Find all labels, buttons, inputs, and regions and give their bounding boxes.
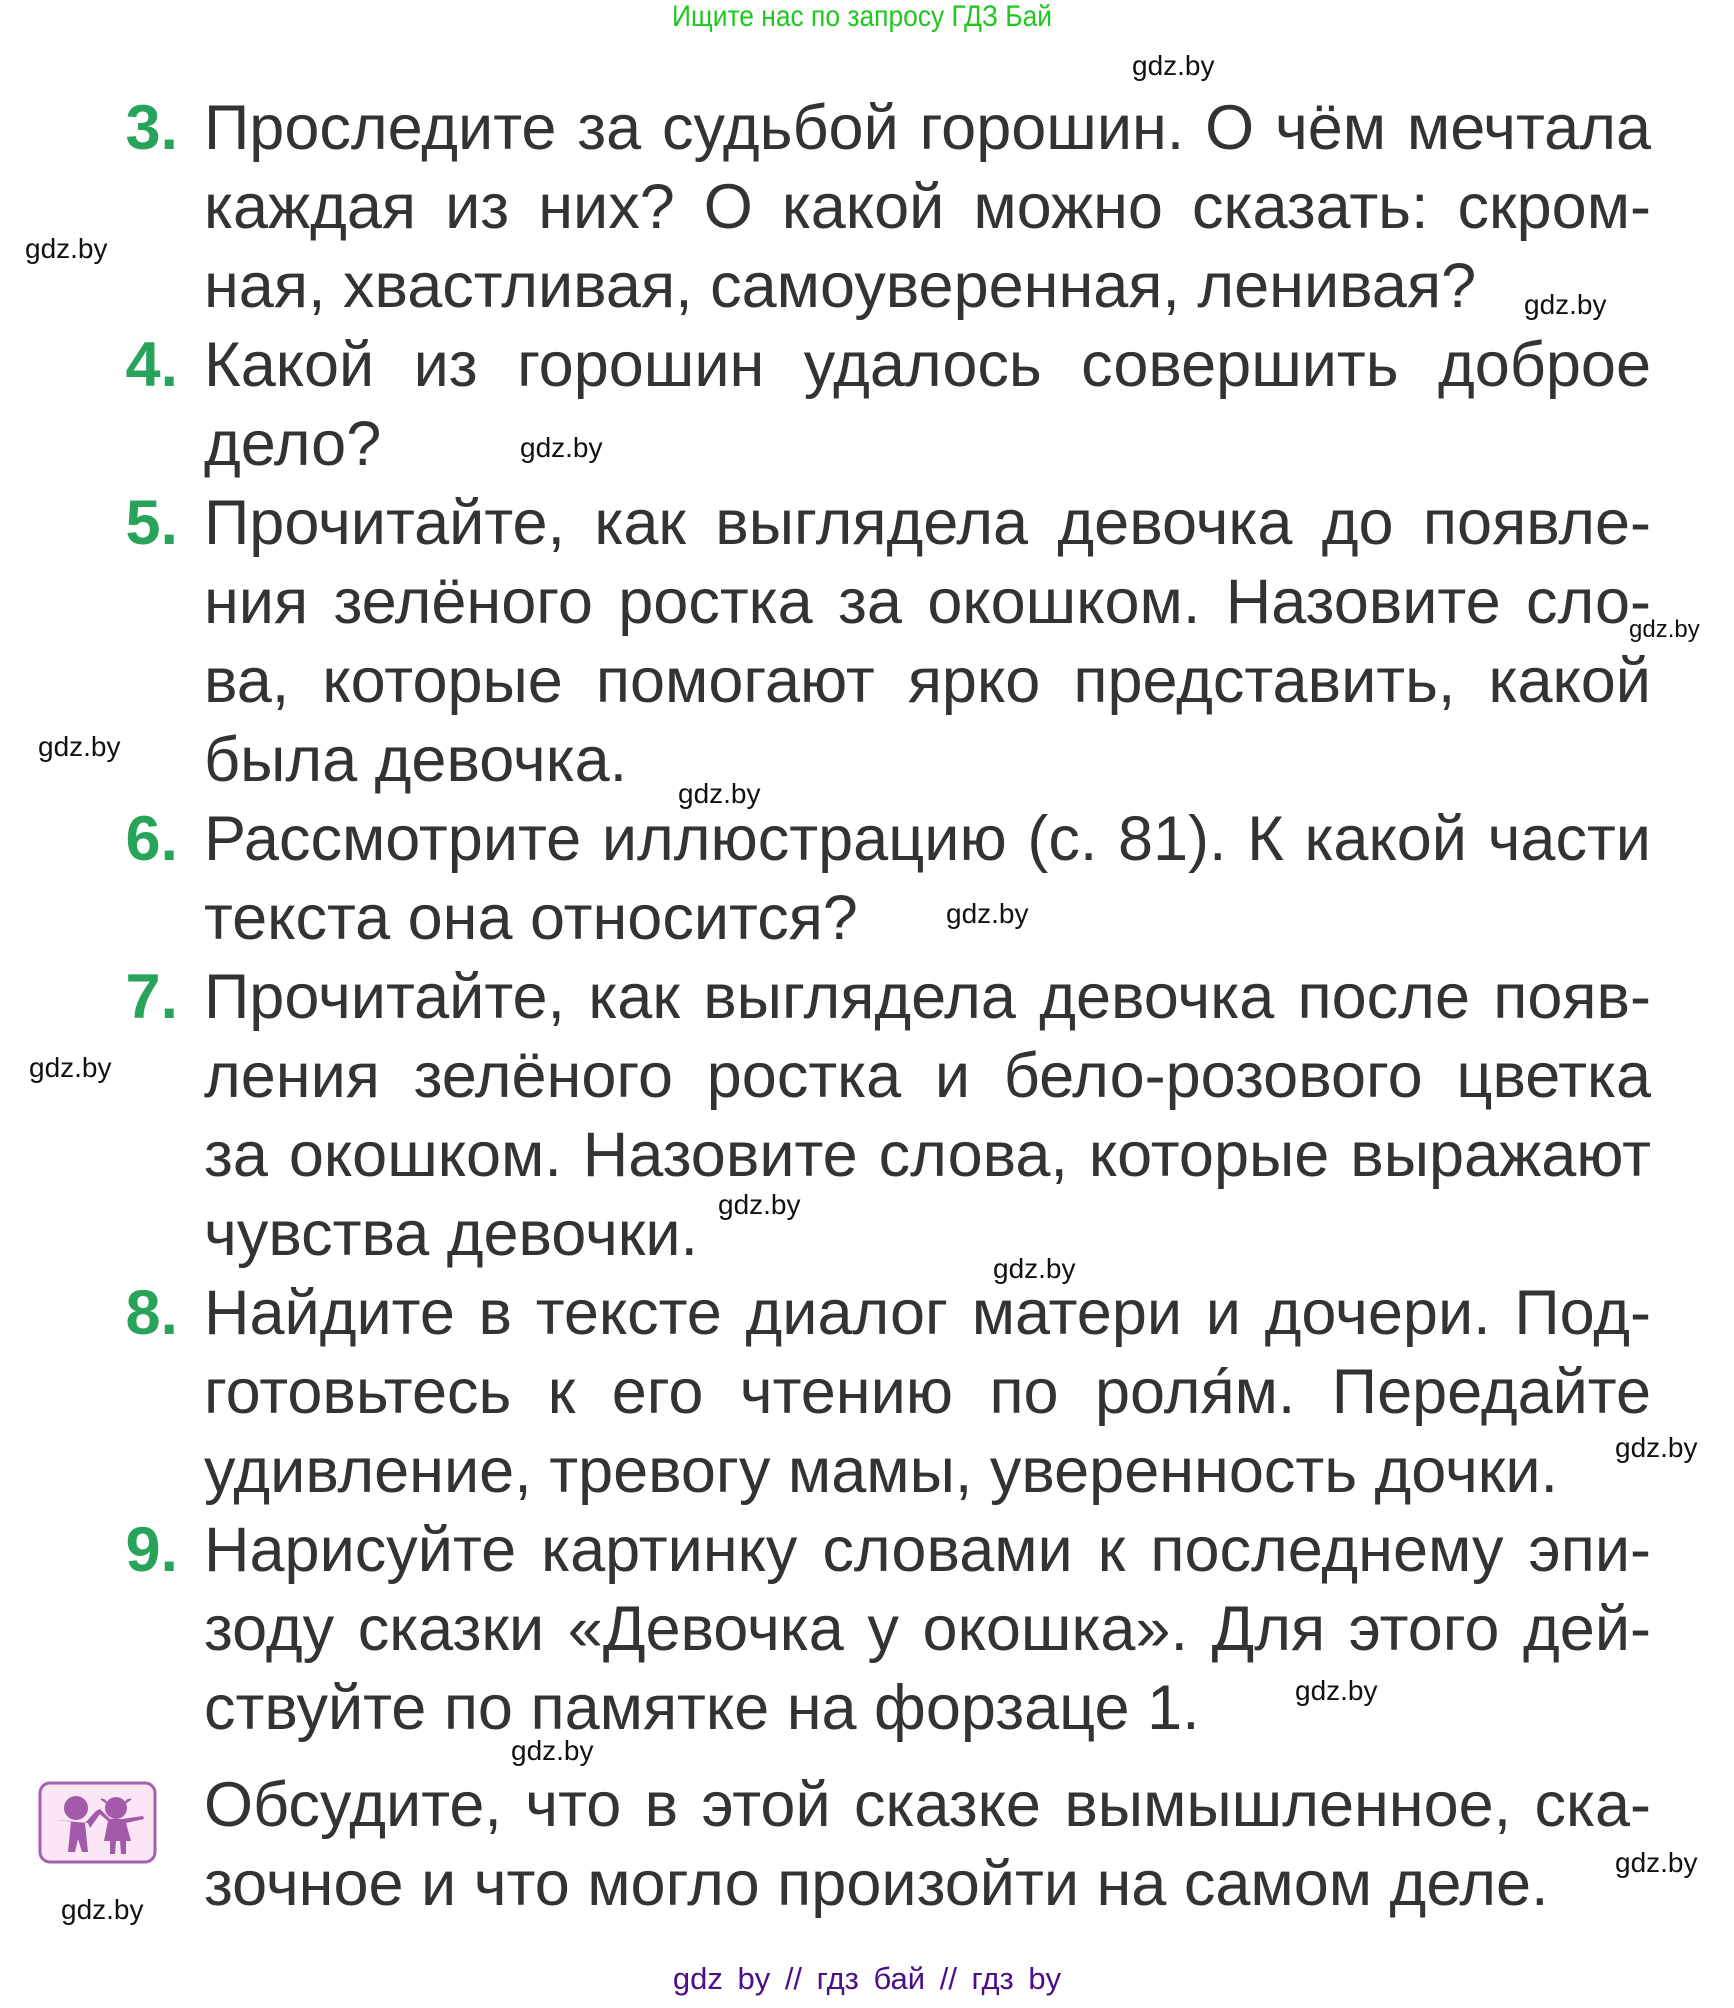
- task-text-line: дело?: [204, 408, 382, 479]
- gdz-watermark: gdz.by: [718, 1189, 801, 1220]
- gdz-watermark: gdz.by: [1615, 1847, 1698, 1878]
- gdz-watermark: gdz.by: [1615, 1432, 1698, 1463]
- task-text-line: удивление, тревогу мамы, уверенность дочки.: [204, 1435, 1559, 1506]
- task-text-line: Проследите за судьбой горошин. О чём мечтала: [204, 92, 1651, 163]
- gdz-watermark: gdz.by: [29, 1052, 112, 1083]
- task-number: 7.: [125, 961, 178, 1032]
- discussion-text-line: зочное и что могло произойти на самом деле.: [204, 1849, 1549, 1919]
- gdz-watermark: gdz.by: [61, 1894, 144, 1925]
- gdz-watermark: gdz.by: [678, 778, 761, 809]
- gdz-watermark: gdz.by: [511, 1735, 594, 1766]
- gdz-watermark: gdz.by: [1524, 289, 1607, 320]
- task-text-line: за окошком. Назовите слова, которые выражают: [204, 1119, 1651, 1190]
- task-text-line: текста она относится?: [204, 882, 858, 953]
- task-text-line: Найдите в тексте диалог матери и дочери. Под-: [204, 1277, 1651, 1348]
- pair-work-children-icon: [38, 1781, 157, 1864]
- task-text-line: ва, которые помогают ярко представить, какой: [204, 645, 1651, 716]
- task-number: 8.: [125, 1277, 178, 1348]
- gdz-watermark: gdz.by: [1629, 616, 1700, 643]
- task-text-line: ная, хвастливая, самоуверенная, ленивая?: [204, 250, 1477, 321]
- task-number: 6.: [125, 803, 178, 874]
- task-number: 3.: [125, 92, 178, 163]
- gdz-watermark: gdz.by: [25, 233, 108, 264]
- gdz-watermark: gdz.by: [1132, 50, 1215, 81]
- task-text-line: Нарисуйте картинку словами к последнему эпи-: [204, 1514, 1651, 1585]
- task-text-line: готовьтесь к его чтению по роля́м. Передайте: [204, 1356, 1651, 1427]
- discussion-text-line: Обсудите, что в этой сказке вымышленное, ска-: [204, 1770, 1651, 1840]
- gdz-watermark: gdz.by: [38, 731, 121, 762]
- task-text-line: Прочитайте, как выглядела девочка до появле-: [204, 487, 1651, 558]
- gdz-watermark: gdz.by: [946, 898, 1029, 929]
- task-text-line: чувства девочки.: [204, 1198, 699, 1269]
- gdz-watermark: gdz.by: [520, 432, 603, 463]
- task-text-line: ния зелёного ростка за окошком. Назовите сло-: [204, 566, 1651, 637]
- search-banner: Ищите нас по запросу ГДЗ Бай: [672, 0, 1052, 33]
- task-number: 5.: [125, 487, 178, 558]
- task-text-line: Рассмотрите иллюстрацию (с. 81). К какой части: [204, 803, 1651, 874]
- gdz-watermark: gdz.by: [1295, 1675, 1378, 1706]
- task-text-line: Прочитайте, как выглядела девочка после появ-: [204, 961, 1651, 1032]
- task-text-line: Какой из горошин удалось совершить доброе: [204, 329, 1651, 400]
- task-text-line: каждая из них? О какой можно сказать: скром-: [204, 171, 1651, 242]
- footer-watermark: gdz by // гдз бай // гдз by: [672, 1961, 1062, 1996]
- task-number: 4.: [125, 329, 178, 400]
- task-text-line: зоду сказки «Девочка у окошка». Для этого дей-: [204, 1593, 1651, 1664]
- task-text-line: была девочка.: [204, 724, 628, 795]
- gdz-watermark: gdz.by: [993, 1253, 1076, 1284]
- task-text-line: ления зелёного ростка и бело-розового цветка: [204, 1040, 1651, 1111]
- task-number: 9.: [125, 1514, 178, 1585]
- task-text-line: ствуйте по памятке на форзаце 1.: [204, 1672, 1200, 1743]
